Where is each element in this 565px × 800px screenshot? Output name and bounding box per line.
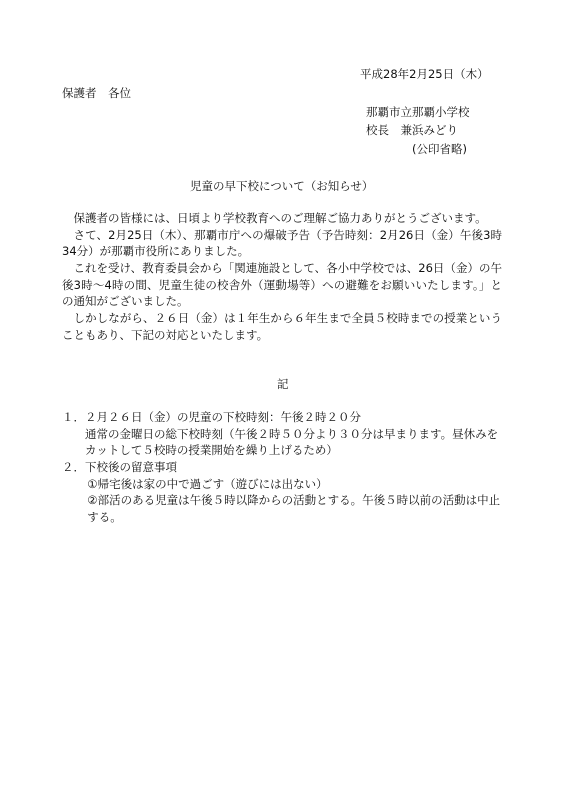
issue-date: 平成28年2月25日（木）: [360, 67, 489, 81]
page-title: 児童の早下校について（お知らせ）: [190, 179, 374, 193]
paragraph-threat: さて、2月25日（木）、那覇市庁への爆破予告（予告時刻：2月26日（金）午後3時34分）が那覇市役所にありました。: [62, 227, 502, 259]
paragraph-greeting: 保護者の皆様には、日頃より学校教育へのご理解ご協力ありがとうございます。: [73, 211, 487, 225]
precaution-stay-home: ①帰宅後は家の中で過ごす（遊びには出ない）: [87, 476, 328, 491]
measures-list: [62, 409, 507, 526]
paragraph-response: しかしながら、２６日（金）は１年生から６年生まで全員５校時までの授業ということもあり、下記の対応といたします。: [62, 311, 502, 342]
principal-name: 校長 兼浜みどり: [366, 123, 458, 137]
seal-omitted-note: (公印省略): [412, 142, 467, 156]
item-precautions: ２．下校後の留意事項: [62, 460, 177, 475]
body-text: [62, 210, 502, 343]
school-name: 那覇市立那覇小学校: [366, 105, 470, 119]
recipients: 保護者 各位: [62, 86, 131, 100]
precaution-club-activity: ②部活のある児童は午後５時以降からの活動とする。午後５時以前の活動は中止する。: [87, 493, 501, 525]
ki-heading: 記: [277, 377, 289, 391]
item-dismissal-note: 通常の金曜日の総下校時刻（午後２時５０分より３０分は早まります。昼休みをカットして５校時の授業開始を繰り上げるため）: [85, 426, 499, 458]
paragraph-board-notice: これを受け、教育委員会から「関連施設として、各小中学校では、26日（金）の午後3時～4時の間、児童生徒の校舎外（運動場等）への避難をお願いいたします。」との通知がございました。: [62, 261, 502, 309]
item-dismissal-time: １．２月２６日（金）の児童の下校時刻：午後２時２０分: [62, 410, 361, 424]
